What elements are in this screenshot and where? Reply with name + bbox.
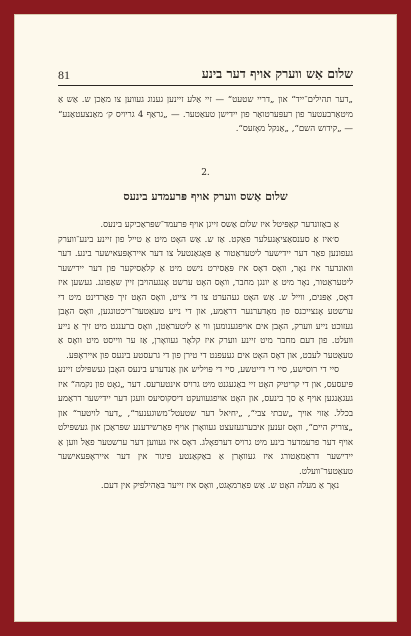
book-page — [14, 14, 397, 622]
page-header — [58, 66, 353, 86]
paragraph: ס׳איז אַ סענסאַציאָנעלער פאַקט. אַז ש. אַש האָט מיט אַ טייל פון זיינע בינע־ווערק געפונען פאַר דער יידישער ליטעראַטור אַ פּאָגאַנטעל צו דער אייראָפּעאישער בינע. דער וואונדער איז נאָר, וואָס דאָס איז פּאַסירט נישט מיט אַ קלאַסיקער פון דער יידישער ליטעראַטור, נאָר מיט אַ יונגן מחבר, וואָס האָט ערשט אָנגעהויבן זיין שאַפונג. געשען איז דאָס, אַפּנים, ווייל ש. אַש האָט געהערט צו די צייט, וואָס האָט זיך פאַרדינט מיט די ערשטע אָנצייכנס פון מאָדערנער דראַמע, און די נייע טעאַטער־ריכטונגען, וואָס האָבן געזוכט נייע ווערק, האָבן אים אויפגענומען ווי אַ ליטעראַטן, וואָס ברענגט מיט זיך אַ נייע וועלט. פון דעם מחבר מיט זיינע ווערק איז קלאָר געוואָרן, אַז ער ווייסט מיט וואָס אַ טעאַטער לעבט, און דאָס האָט אים געעפנט די טירן פון די גרעסטע בינעס פון אייראָפּע. — [58, 234, 353, 361]
section-number: 2. — [201, 168, 210, 178]
main-text-block — [58, 218, 353, 494]
paragraph: נאָך אַ מעלה האָט ש. אַש פאַרמאָגט, וואָס איז זייער בּאַהילפיק אין דעם. — [100, 481, 339, 491]
running-title: שלום אַש ווערק אויף דער בינע — [201, 66, 353, 81]
page-number: 81 — [58, 68, 70, 82]
top-paragraph-block — [58, 93, 353, 137]
paragraph: סיי די רוסישע, סיי די דייטשע, סיי די פּויליש און אַנדערע בינעס האָבן געשפּילט זיינע פּיעסעס, און די קריטיק האָט זיי באַגעגנט מיט גרויס אינטערעס. דער „גאָט פון נקמה“ איז געגאַנגען אויף אַ סך בינעס, און האָט אויפגעוועקט דיסקוסיעס וועגן דער יידישער דראַמע בכלל. אַזוי אויך „שבתי צבי“, „יחיאל דער שטעטל־משוגענער“, „דער לויטער“ און „צוריק היים“, וואָס זענען איבערגעזעצט געוואָרן אויף פאַרשידענע שפּראַכן און געשפּילט אויף דער פרעמדער בינע מיט גרויס דערפאָלג. דאָס איז געווען דער ערשטער פאַל ווען אַ יידישער דראַמאַטורג איז געוואָרן אַ באַקאַנטע פיגור אין דער אייראָפּעאישער טעאַטער־וועלט. — [58, 365, 353, 477]
top-paragraph: „דער תהילים־ייד“ און „דריי שטעט“ — זיי אַלע זיינען גענוג געווען צו מאַכן ש. אַש אַ מיטאַרבעטער פון רעפּערטואַר פון יידישן טעאַטער. — „גראַף 4 גריויס ק׳ מאַנצעטאַנע“ — „קידוש השם“, „אַנקל מאָזעס“. — [58, 95, 353, 134]
paragraph: אַ באַזונדער קאַפּיטל איז שלום אַשס זייגן אויף פּרעמד־שפּראַכיקע בינעס. — [100, 220, 339, 230]
header-rule — [58, 85, 353, 86]
section-title: שלום אַשס ווערק אויף פּרעמדע בינעס — [123, 190, 288, 203]
